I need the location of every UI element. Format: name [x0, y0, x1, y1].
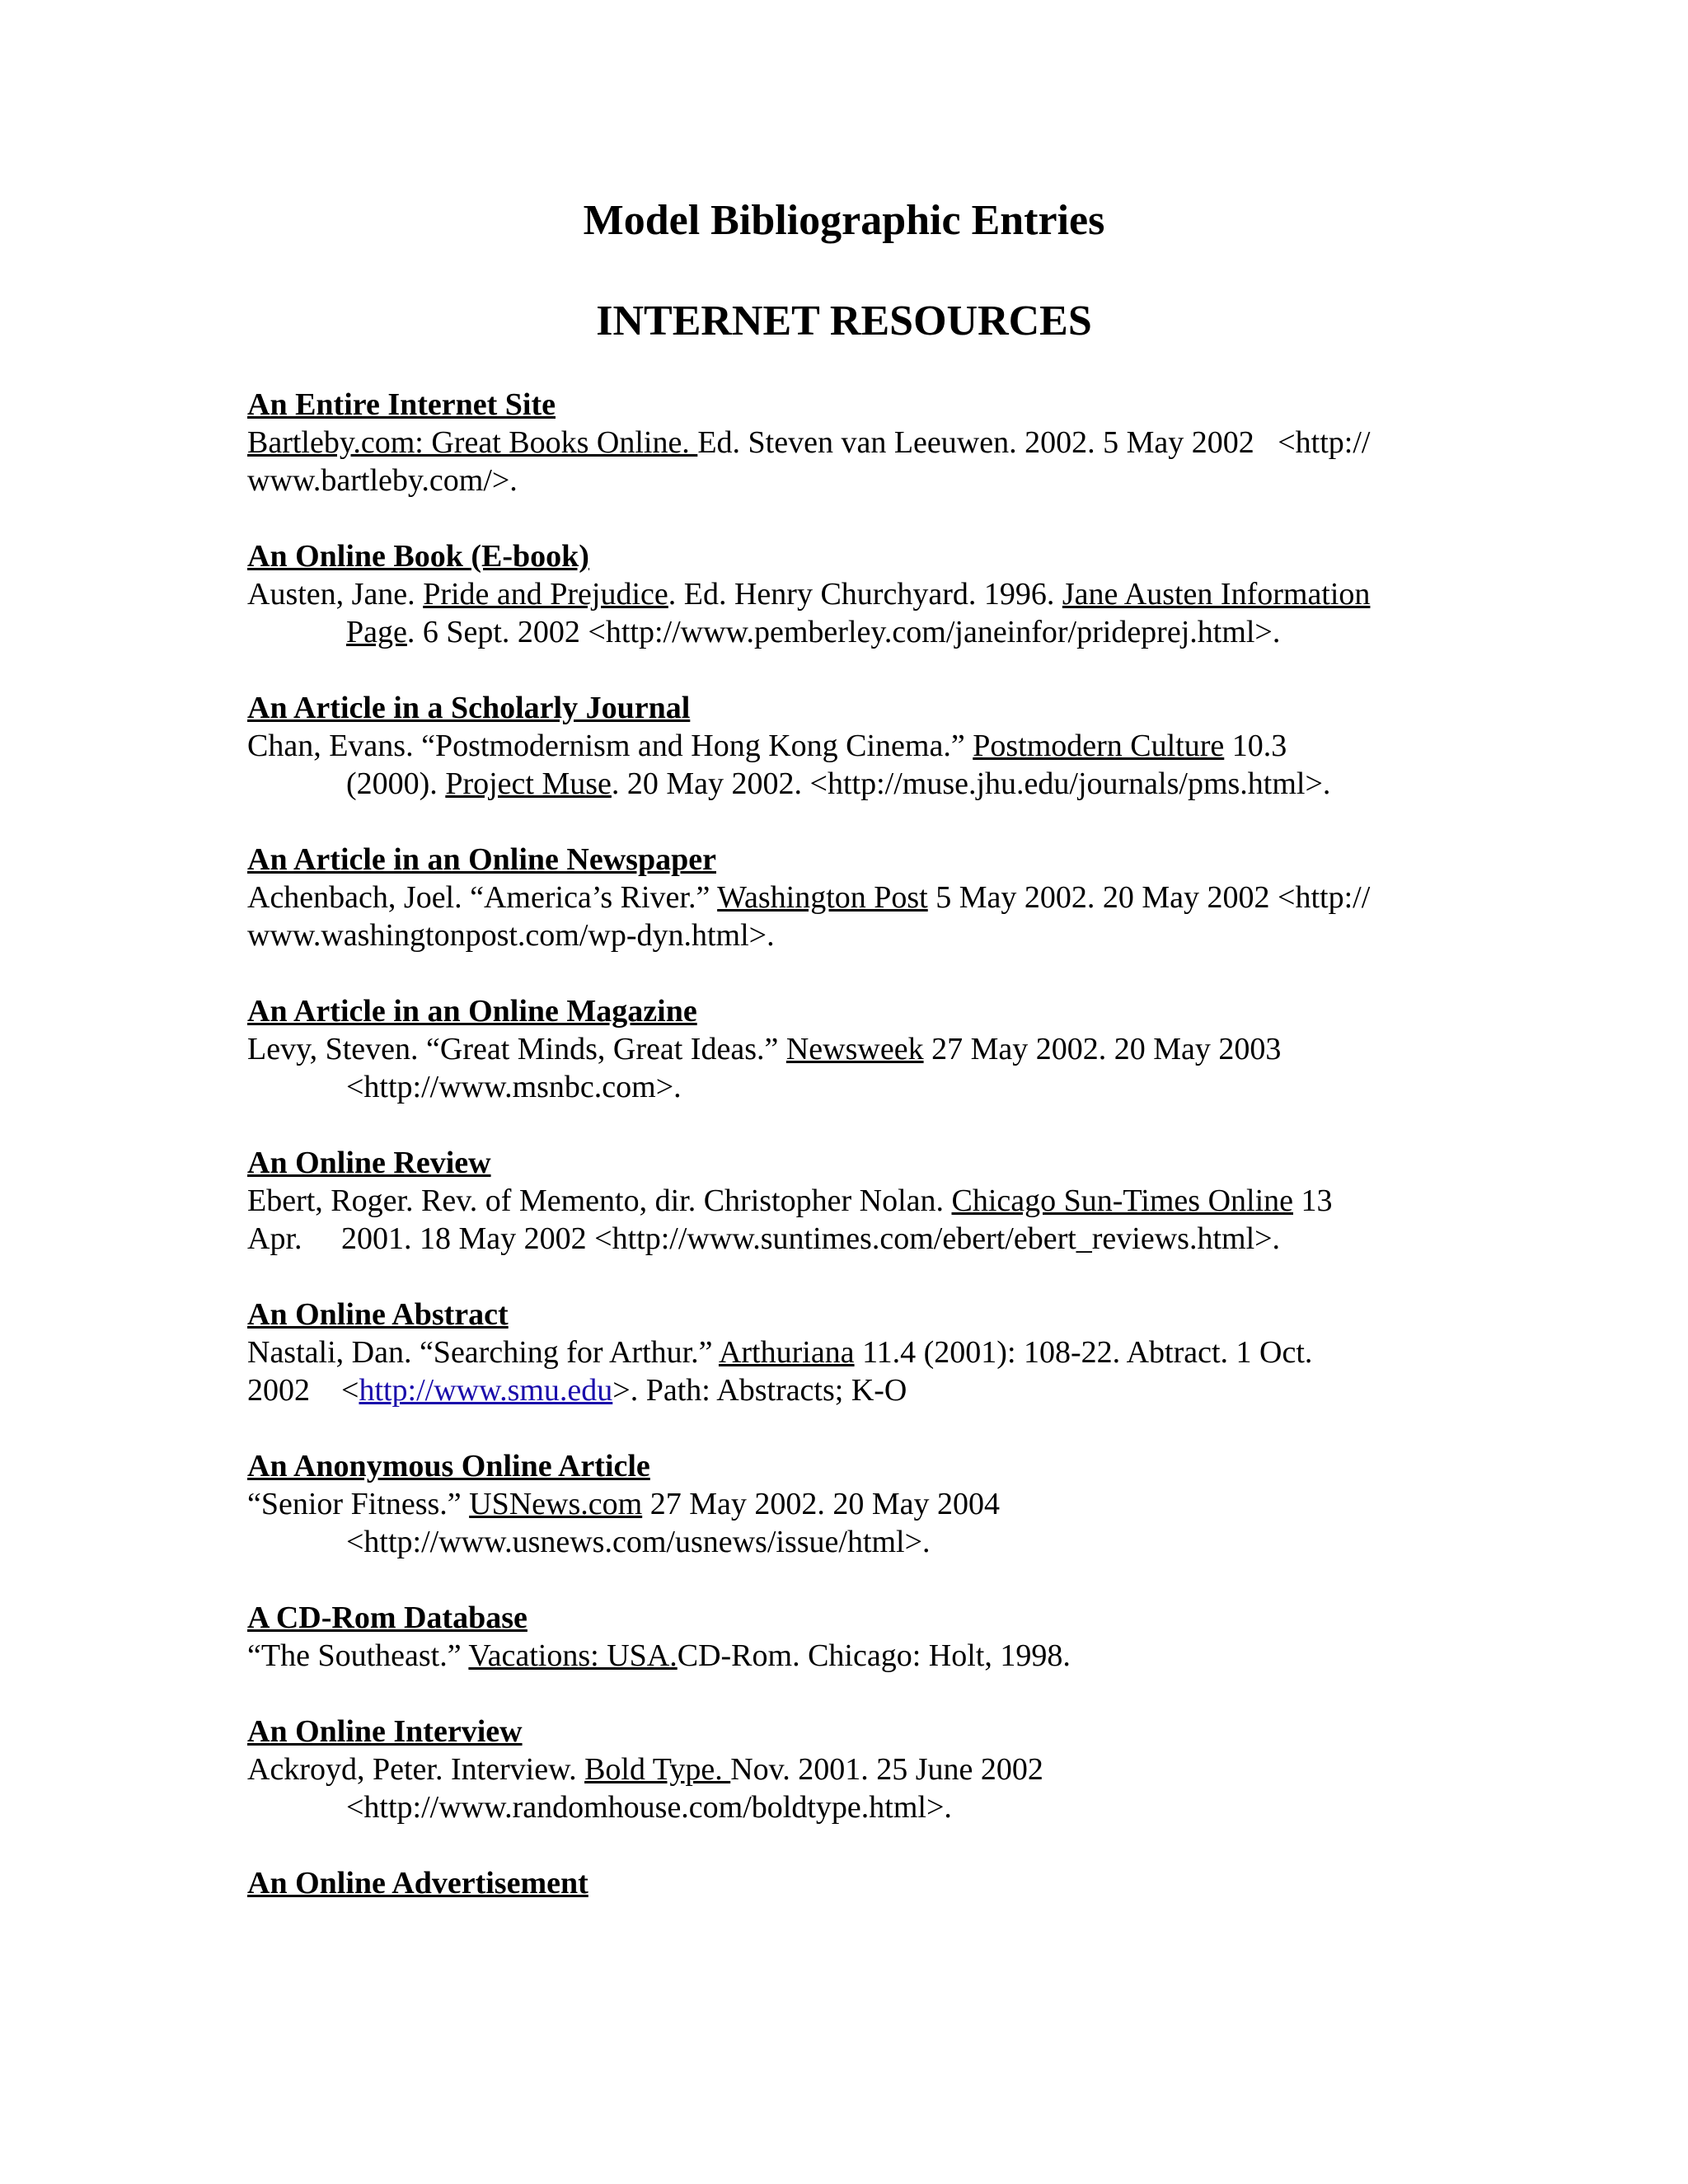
title-underlined: Newsweek [785, 1032, 924, 1066]
section-heading: An Online Book (E-book) [247, 539, 589, 574]
entry-line [247, 1750, 1442, 1788]
entry-text: (2000). [346, 766, 446, 801]
entry-text: 13 [1293, 1183, 1333, 1218]
entry-text: <http://www.randomhouse.com/boldtype.html>. [346, 1790, 952, 1825]
entry-line [247, 1182, 1442, 1220]
entry-line-indented [247, 1788, 1442, 1826]
title-underlined: Bartleby.com: Great Books Online. [247, 425, 698, 460]
title-underlined: Washington Post [717, 880, 928, 915]
entry-line [247, 916, 1442, 954]
entry-text: “The Southeast.” [247, 1638, 469, 1673]
entry-line-indented [247, 765, 1442, 803]
entry-text: . 6 Sept. 2002 <http://www.pemberley.com/janeinfor/prideprej.html>. [406, 615, 1281, 649]
section-online-review [247, 1144, 1442, 1258]
entry-text: Levy, Steven. “Great Minds, Great Ideas.” [247, 1032, 786, 1066]
entry-text: 2002 < [247, 1373, 359, 1408]
title-underlined: Pride and Prejudice [423, 577, 668, 612]
entry-line-indented [247, 1068, 1442, 1106]
entry-text: . 20 May 2002. <http://muse.jhu.edu/journals/pms.html>. [611, 766, 1331, 801]
title-underlined: Chicago Sun-Times Online [951, 1183, 1293, 1218]
section-heading: An Online Review [247, 1146, 491, 1180]
section-cd-rom-database [247, 1599, 1442, 1675]
section-heading: A CD-Rom Database [247, 1601, 528, 1635]
entry-line [247, 1333, 1442, 1371]
entry-line-indented [247, 1523, 1442, 1561]
entry-text: “Senior Fitness.” [247, 1487, 470, 1521]
entry-text: Nastali, Dan. “Searching for Arthur.” [247, 1335, 719, 1370]
title-underlined: USNews.com [469, 1487, 643, 1521]
entry-text: <http://www.msnbc.com>. [346, 1070, 682, 1104]
section-heading: An Article in a Scholarly Journal [247, 691, 691, 725]
smu-link[interactable]: http://www.smu.edu [359, 1373, 613, 1408]
entry-text: www.washingtonpost.com/wp-dyn.html>. [247, 918, 775, 953]
section-scholarly-journal [247, 689, 1442, 803]
title-underlined: Vacations: USA. [468, 1638, 678, 1673]
entry-line [247, 1485, 1442, 1523]
entry-line-indented [247, 613, 1442, 651]
entry-line [247, 879, 1442, 916]
section-heading: An Online Advertisement [247, 1866, 588, 1900]
section-heading: An Article in an Online Magazine [247, 994, 697, 1029]
entry-text: www.bartleby.com/>. [247, 463, 518, 498]
entry-text: Ackroyd, Peter. Interview. [247, 1752, 585, 1787]
section-online-abstract [247, 1296, 1442, 1409]
section-heading: An Anonymous Online Article [247, 1449, 650, 1483]
section-online-interview [247, 1713, 1442, 1826]
entry-text: >. Path: Abstracts; K-O [612, 1373, 907, 1408]
entry-line [247, 575, 1442, 613]
section-heading: An Article in an Online Newspaper [247, 842, 716, 877]
entry-text: CD-Rom. Chicago: Holt, 1998. [677, 1638, 1071, 1673]
section-online-book [247, 537, 1442, 651]
entry-line [247, 1030, 1442, 1068]
section-online-advertisement [247, 1864, 1442, 1902]
title-underlined: Jane Austen Information [1062, 577, 1371, 612]
title-underlined: Arthuriana [718, 1335, 855, 1370]
entry-text: Austen, Jane. [247, 577, 424, 612]
entry-text: Chan, Evans. “Postmodernism and Hong Kong Cinema.” [247, 729, 973, 763]
entry-text: 27 May 2002. 20 May 2004 [642, 1487, 1000, 1521]
title-underlined: Postmodern Culture [973, 729, 1225, 763]
entry-line [247, 727, 1442, 765]
entry-text: . Ed. Henry Churchyard. 1996. [668, 577, 1062, 612]
entry-text: Ed. Steven van Leeuwen. 2002. 5 May 2002 <http:// [697, 425, 1371, 460]
entry-text: 27 May 2002. 20 May 2003 [923, 1032, 1282, 1066]
section-heading: An Online Abstract [247, 1297, 509, 1332]
entry-text: Apr. 2001. 18 May 2002 <http://www.suntimes.com/ebert/ebert_reviews.html>. [247, 1221, 1281, 1256]
entry-text: Ebert, Roger. Rev. of Memento, dir. Christopher Nolan. [247, 1183, 952, 1218]
section-online-newspaper [247, 841, 1442, 954]
title-underlined: Bold Type. [584, 1752, 731, 1787]
section-entire-internet-site [247, 386, 1442, 499]
title-underlined: Project Muse [445, 766, 612, 801]
page-subtitle: INTERNET RESOURCES [596, 298, 1092, 344]
entry-text: Nov. 2001. 25 June 2002 [730, 1752, 1043, 1787]
entry-line [247, 424, 1442, 462]
entry-text: 11.4 (2001): 108-22. Abtract. 1 Oct. [854, 1335, 1313, 1370]
entry-text: Achenbach, Joel. “America’s River.” [247, 880, 718, 915]
section-anonymous-online-article [247, 1447, 1442, 1561]
section-heading: An Entire Internet Site [247, 387, 556, 422]
entry-line [247, 1637, 1442, 1675]
title-underlined: Page [346, 615, 407, 649]
bibliography-entries [247, 386, 1442, 1902]
section-heading: An Online Interview [247, 1714, 523, 1749]
entry-line [247, 462, 1442, 499]
entry-text: 10.3 [1224, 729, 1287, 763]
entry-text: 5 May 2002. 20 May 2002 <http:// [927, 880, 1371, 915]
entry-text: <http://www.usnews.com/usnews/issue/html>. [346, 1525, 931, 1559]
entry-line [247, 1371, 1442, 1409]
page-title: Model Bibliographic Entries [583, 197, 1105, 244]
section-online-magazine [247, 992, 1442, 1106]
entry-line [247, 1220, 1442, 1258]
